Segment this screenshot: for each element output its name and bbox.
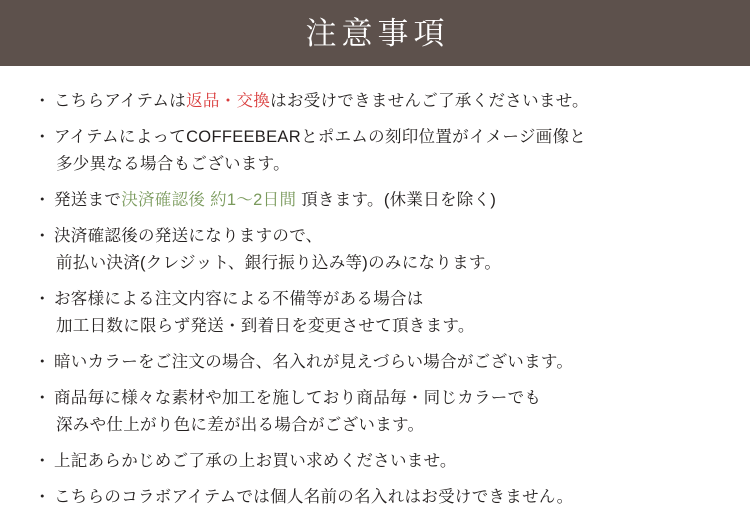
notice-item: [34, 484, 716, 511]
notice-item: [34, 349, 716, 376]
text-segment: 商品毎に様々な素材や加工を施しており商品毎・同じカラーでも: [54, 389, 542, 407]
notice-text: [54, 124, 716, 178]
notice-line: [54, 187, 716, 214]
text-segment: 発送まで: [54, 191, 122, 209]
notice-text: [54, 286, 716, 340]
notice-item: [34, 385, 716, 439]
notice-line: [54, 313, 716, 340]
text-segment: 返品・交換: [186, 92, 271, 110]
notice-text: [54, 223, 716, 277]
notice-line: [54, 286, 716, 313]
notice-text: [54, 187, 716, 214]
notice-line: [54, 124, 716, 151]
notice-line: [54, 412, 716, 439]
notice-line: [54, 88, 716, 115]
bullet-marker: ・: [34, 389, 51, 407]
text-segment: アイテムによってCOFFEEBEARとポエムの刻印位置がイメージ画像と: [54, 128, 587, 146]
page-title: 注意事項: [305, 15, 450, 51]
notice-text: [54, 349, 716, 376]
text-segment: 決済確認後の発送になりますので、: [54, 227, 323, 245]
text-segment: 前払い決済(クレジット、銀行振り込み等)のみになります。: [56, 254, 502, 272]
notice-text: [54, 484, 716, 511]
notice-line: [54, 223, 716, 250]
text-segment: 決済確認後 約1〜2日間: [121, 191, 297, 209]
notice-item: [34, 88, 716, 115]
bullet-marker: ・: [34, 128, 51, 146]
notice-item: [34, 223, 716, 277]
text-segment: 加工日数に限らず発送・到着日を変更させて頂きます。: [56, 317, 475, 335]
text-segment: 上記あらかじめご了承の上お買い求めくださいませ。: [54, 452, 457, 470]
text-segment: こちらのコラボアイテムでは個人名前の名入れはお受けできません。: [54, 488, 574, 506]
text-segment: はお受けできませんご了承くださいませ。: [270, 92, 589, 110]
notice-line: [54, 349, 716, 376]
notice-text: [54, 88, 716, 115]
bullet-marker: ・: [34, 353, 51, 371]
notice-line: [54, 484, 716, 511]
text-segment: お客様による注文内容による不備等がある場合は: [54, 290, 424, 308]
bullet-marker: ・: [34, 290, 51, 308]
notice-line: [54, 385, 716, 412]
notice-list: [0, 66, 750, 520]
bullet-marker: ・: [34, 227, 51, 245]
header-band: [0, 0, 750, 66]
notice-line: [54, 250, 716, 277]
notice-item: [34, 286, 716, 340]
text-segment: 頂きます。(休業日を除く): [296, 191, 497, 209]
notice-line: [54, 151, 716, 178]
notice-line: [54, 448, 716, 475]
notice-text: [54, 448, 716, 475]
notice-text: [54, 385, 716, 439]
notice-item: [34, 124, 716, 178]
bullet-marker: ・: [34, 191, 51, 209]
bullet-marker: ・: [34, 488, 51, 506]
notice-item: [34, 448, 716, 475]
text-segment: 深みや仕上がり色に差が出る場合がございます。: [56, 416, 425, 434]
bullet-marker: ・: [34, 452, 51, 470]
bullet-marker: ・: [34, 92, 51, 110]
text-segment: 暗いカラーをご注文の場合、名入れが見えづらい場合がございます。: [54, 353, 574, 371]
notice-item: [34, 187, 716, 214]
text-segment: こちらアイテムは: [54, 92, 187, 110]
text-segment: 多少異なる場合もございます。: [56, 155, 290, 173]
